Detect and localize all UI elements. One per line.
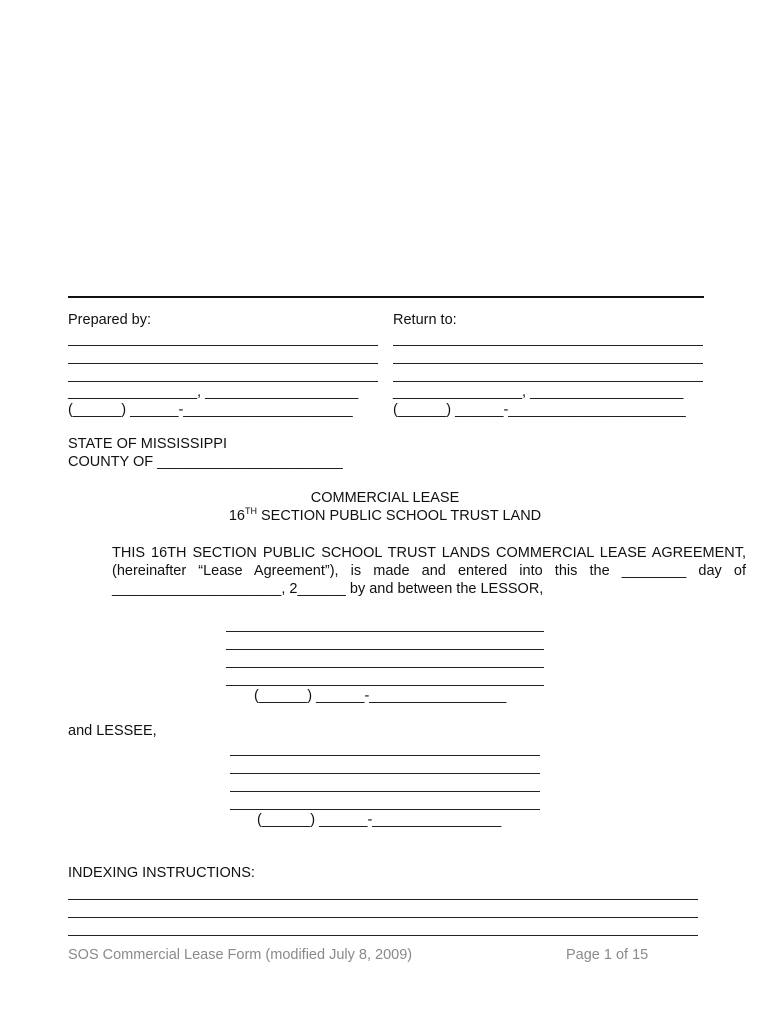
lessee-line-2[interactable] (230, 773, 540, 774)
indexing-instructions-label: INDEXING INSTRUCTIONS: (68, 865, 255, 881)
footer-form-name: SOS Commercial Lease Form (modified July 8, 2009) (68, 947, 413, 963)
intro-paragraph: THIS 16TH SECTION PUBLIC SCHOOL TRUST LANDS COMMERCIAL LEASE AGREEMENT, (hereinafter “Lease Agreement”), is made and entered into this the ________ day of _____________________, 2______ by and between the LESSOR, (112, 545, 746, 597)
prepared-by-phone[interactable]: (______) ______-_____________________ (68, 402, 353, 418)
county-line[interactable]: COUNTY OF _______________________ (68, 454, 343, 470)
lessee-line-4[interactable] (230, 809, 540, 810)
indexing-line-3[interactable] (68, 935, 698, 936)
return-to-city-state[interactable]: ________________, ___________________ (393, 384, 684, 400)
top-divider (68, 296, 704, 298)
return-to-phone[interactable]: (______) ______-______________________ (393, 402, 686, 418)
prepared-by-line-2[interactable] (68, 363, 378, 364)
lessee-line-1[interactable] (230, 755, 540, 756)
indexing-line-2[interactable] (68, 917, 698, 918)
prepared-by-city-state[interactable]: ________________, ___________________ (68, 384, 359, 400)
lessor-phone[interactable]: (______) ______-_________________ (254, 688, 507, 704)
return-to-line-3[interactable] (393, 381, 703, 382)
lessor-line-2[interactable] (226, 649, 544, 650)
state-line: STATE OF MISSISSIPPI (68, 436, 227, 452)
prepared-by-line-3[interactable] (68, 381, 378, 382)
lessor-line-3[interactable] (226, 667, 544, 668)
prepared-by-label: Prepared by: (68, 312, 152, 328)
return-to-line-1[interactable] (393, 345, 703, 346)
lessor-line-4[interactable] (226, 685, 544, 686)
indexing-line-1[interactable] (68, 899, 698, 900)
return-to-line-2[interactable] (393, 363, 703, 364)
lessee-phone[interactable]: (______) ______-________________ (257, 812, 502, 828)
subtitle-number: 16 (228, 508, 245, 524)
document-title: COMMERCIAL LEASE (310, 490, 460, 506)
lessee-label: and LESSEE, (68, 723, 157, 739)
lessor-line-1[interactable] (226, 631, 544, 632)
return-to-label: Return to: (393, 312, 457, 328)
prepared-by-line-1[interactable] (68, 345, 378, 346)
lessee-line-3[interactable] (230, 791, 540, 792)
subtitle-rest: SECTION PUBLIC SCHOOL TRUST LAND (256, 508, 542, 524)
document-subtitle (0, 508, 770, 524)
subtitle-superscript: TH (244, 506, 257, 517)
footer-page-number: Page 1 of 15 (566, 947, 649, 963)
